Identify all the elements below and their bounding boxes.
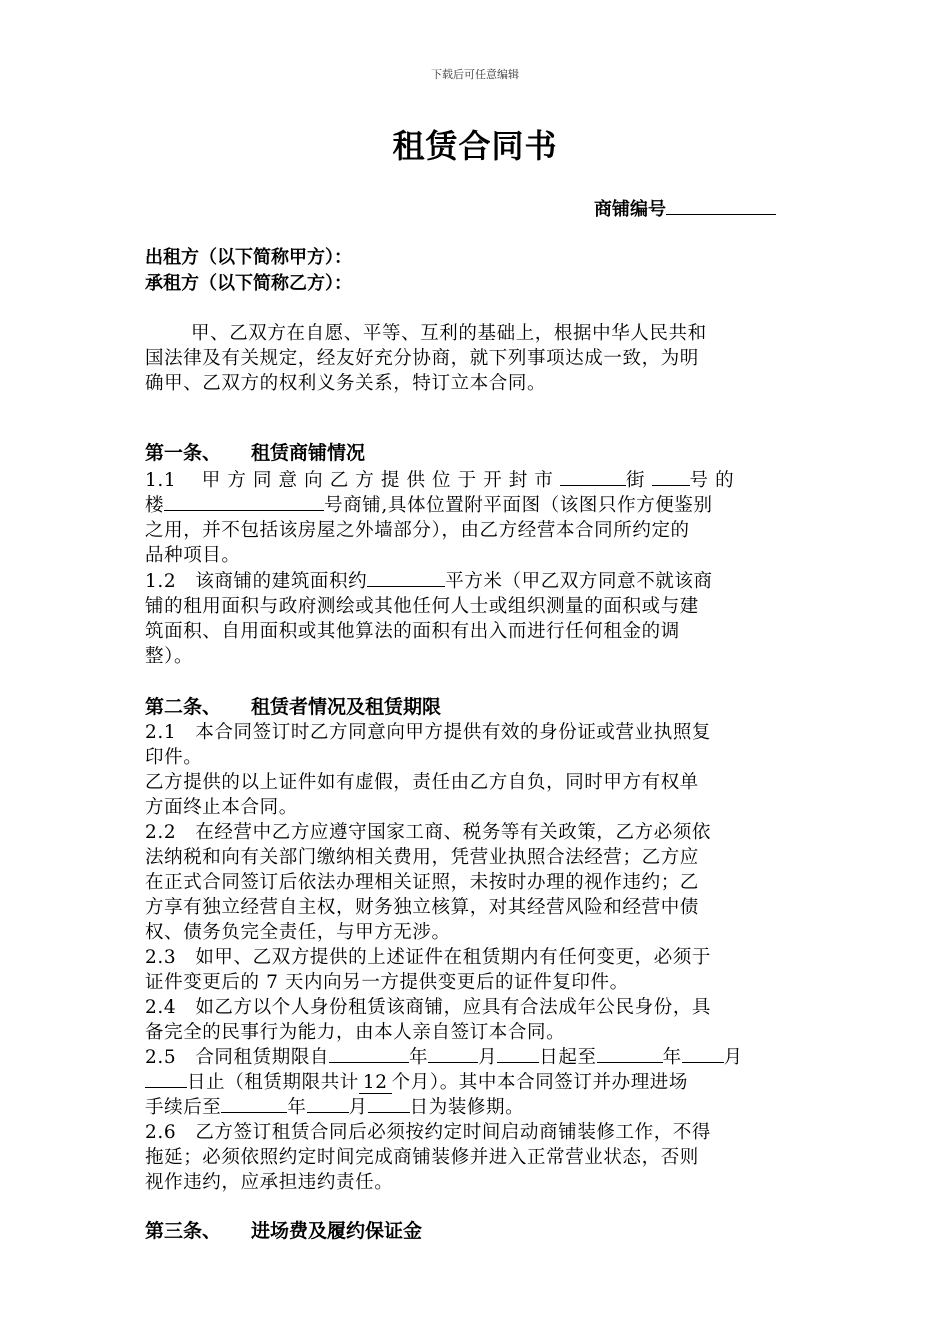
renovation-year-blank — [221, 1094, 287, 1113]
clause-text: 楼 — [145, 495, 165, 516]
article3-heading — [145, 1216, 422, 1243]
article2-line: 2.1 本合同签订时乙方同意向甲方提供有效的身份证或营业执照复 — [145, 722, 712, 743]
clause-text: 日起至 — [539, 1047, 597, 1068]
article1-heading — [145, 438, 365, 465]
article2-line: 2.4 如乙方以个人身份租赁该商铺，应具有合法成年公民身份，具 — [145, 997, 712, 1018]
shop-number-label: 商铺编号 — [594, 199, 666, 220]
clause-text: 月 — [348, 1097, 368, 1118]
article1-number: 第一条、 — [145, 442, 222, 464]
clause-text: 街 — [625, 470, 646, 491]
street-blank — [560, 467, 626, 486]
clause-text: 平方米（甲乙双方同意不就该商 — [445, 571, 713, 592]
clause-2-5-line — [145, 1043, 743, 1069]
number-blank — [652, 467, 690, 486]
article2-line: 2.2 在经营中乙方应遵守国家工商、税务等有关政策，乙方必须依 — [145, 822, 712, 843]
article2-line: 权、债务负完全责任，与甲方无涉。 — [145, 922, 451, 943]
article2-line: 2.3 如甲、乙双方提供的上述证件在租赁期内有任何变更，必须于 — [145, 947, 712, 968]
article2-line: 方面终止本合同。 — [145, 797, 298, 818]
article2-line: 法纳税和向有关部门缴纳相关费用，凭营业执照合法经营；乙方应 — [145, 847, 699, 868]
clause-text: 日为装修期。 — [409, 1097, 525, 1118]
clause-1-2-line: 筑面积、自用面积或其他算法的面积有出入而进行任何租金的调 — [145, 621, 680, 642]
floor-blank — [164, 492, 324, 511]
lessor-label: 出租方（以下简称甲方）： — [145, 247, 352, 268]
start-day-blank — [497, 1044, 539, 1063]
intro-line: 确甲、乙双方的权利义务关系，特订立本合同。 — [145, 373, 547, 394]
clause-text: 1.1 甲 方 同 意 向 乙 方 提 供 位 于 开 封 市 — [145, 470, 554, 491]
end-month-blank — [682, 1044, 724, 1063]
article2-line: 印件。 — [145, 747, 203, 768]
clause-2-5-line — [145, 1068, 688, 1094]
start-year-blank — [329, 1044, 409, 1063]
clause-text: 号商铺,具体位置附平面图（该图只作方便鉴别 — [324, 495, 713, 516]
article2-line: 乙方提供的以上证件如有虚假，责任由乙方自负，同时甲方有权单 — [145, 772, 699, 793]
article2-line: 在正式合同签订后依法办理相关证照，未按时办理的视作违约；乙 — [145, 872, 699, 893]
clause-text: 月 — [478, 1047, 498, 1068]
article2-line: 方享有独立经营自主权，财务独立核算，对其经营风险和经营中债 — [145, 897, 699, 918]
clause-1-1-line — [145, 491, 713, 517]
page-header: 下载后可任意编辑 — [431, 68, 519, 81]
clause-text: 年 — [662, 1047, 682, 1068]
clause-text: 年 — [287, 1097, 307, 1118]
clause-text: 2.5 合同租赁期限自 — [145, 1047, 330, 1068]
start-month-blank — [428, 1044, 478, 1063]
clause-text: 年 — [409, 1047, 429, 1068]
clause-text: 日止（租赁期限共计 — [187, 1072, 359, 1093]
clause-text: 手续后至 — [145, 1097, 222, 1118]
shop-number-blank — [666, 196, 776, 215]
article1-title: 租赁商铺情况 — [251, 442, 366, 464]
article2-number: 第二条、 — [145, 696, 222, 718]
renovation-month-blank — [307, 1094, 349, 1113]
article2-heading — [145, 692, 441, 719]
clause-2-6-line: 2.6 乙方签订租赁合同后必须按约定时间启动商铺装修工作，不得 — [145, 1122, 712, 1143]
article2-title: 租赁者情况及租赁期限 — [251, 696, 442, 718]
clause-text: 月 — [723, 1047, 743, 1068]
article2-line: 证件变更后的 7 天内向另一方提供变更后的证件复印件。 — [145, 972, 629, 993]
intro-line: 国法律及有关规定，经友好充分协商，就下列事项达成一致，为明 — [145, 348, 699, 369]
renovation-day-blank — [368, 1094, 410, 1113]
end-day-blank — [145, 1069, 187, 1088]
clause-1-2-line: 铺的租用面积与政府测绘或其他任何人士或组织测量的面积或与建 — [145, 596, 699, 617]
clause-1-1-line: 品种项目。 — [145, 545, 241, 566]
clause-1-1-line: 之用，并不包括该房屋之外墙部分），由乙方经营本合同所约定的 — [145, 520, 690, 541]
area-blank — [367, 568, 445, 587]
article3-number: 第三条、 — [145, 1220, 222, 1242]
lessee-label: 承租方（以下简称乙方）： — [145, 273, 352, 294]
clause-2-5-line — [145, 1093, 524, 1119]
clause-1-1-line — [145, 466, 734, 492]
intro-line: 甲、乙双方在自愿、平等、互利的基础上，根据中华人民共和 — [191, 323, 707, 344]
end-year-blank — [597, 1044, 663, 1063]
clause-2-6-line: 拖延；必须依照约定时间完成商铺装修并进入正常营业状态，否则 — [145, 1147, 699, 1168]
lease-months-value: 12 — [359, 1072, 392, 1094]
clause-text: 1.2 该商铺的建筑面积约 — [145, 571, 368, 592]
clause-2-6-line: 视作违约，应承担违约责任。 — [145, 1172, 394, 1193]
clause-text: 个月）。其中本合同签订并办理进场 — [391, 1072, 689, 1093]
shop-number-field — [594, 195, 776, 221]
article3-title: 进场费及履约保证金 — [251, 1220, 423, 1242]
clause-text: 号 的 — [689, 470, 735, 491]
document-title: 租赁合同书 — [392, 127, 558, 165]
clause-1-2-line: 整）。 — [145, 646, 194, 667]
clause-1-2-line — [145, 567, 713, 593]
article2-line: 备完全的民事行为能力，由本人亲自签订本合同。 — [145, 1022, 566, 1043]
